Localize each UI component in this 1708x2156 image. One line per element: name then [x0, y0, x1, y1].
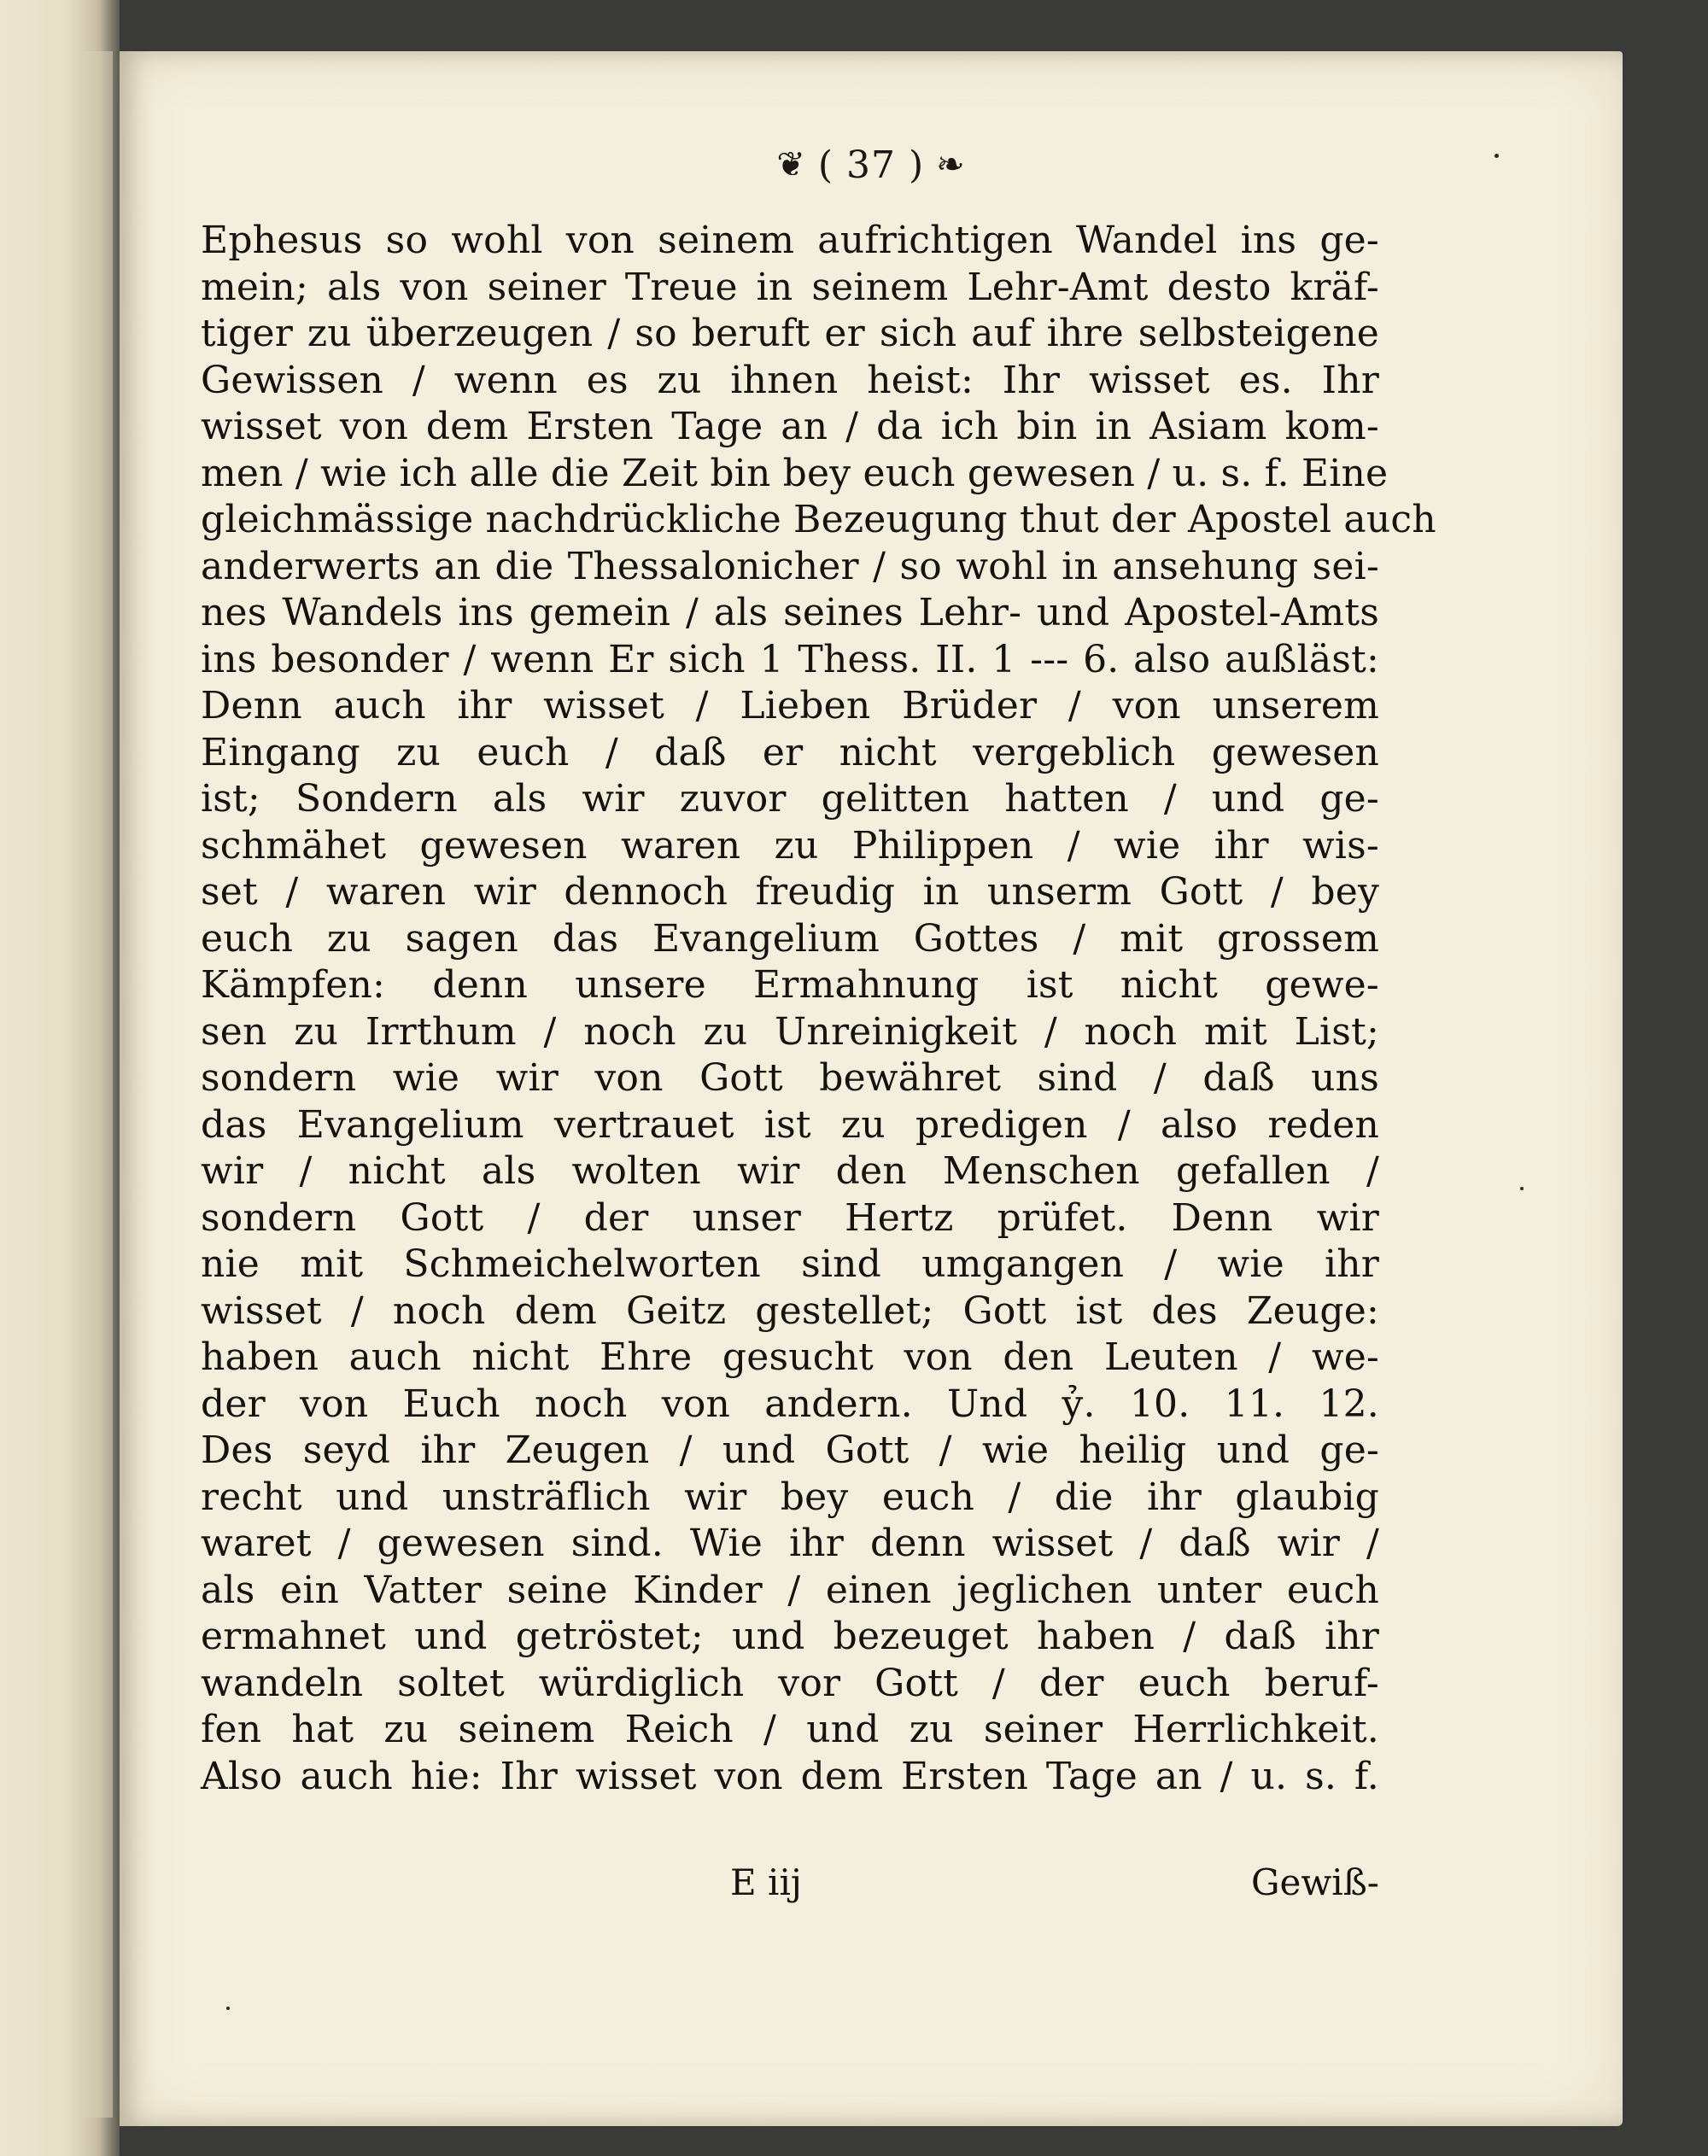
text-line: Also auch hie: Ihr wisset von dem Ersten Tage an / u. s. f. — [201, 1754, 1379, 1798]
text-line: wisset von dem Ersten Tage an / da ich bin in Asiam kom- — [201, 405, 1379, 448]
right-ornament-icon: ❧ — [936, 145, 966, 184]
text-line: nes Wandels ins gemein / als seines Lehr- und Apostel-Amts — [201, 591, 1379, 634]
book-gutter — [79, 51, 113, 2118]
text-line: fen hat zu seinem Reich / und zu seiner Herrlichkeit. — [201, 1708, 1379, 1751]
text-line: Gewissen / wenn es zu ihnen heist: Ihr wisset es. Ihr — [201, 358, 1379, 402]
page-header — [120, 143, 1623, 187]
text-line: Kämpfen: denn unsere Ermahnung ist nicht gewe- — [201, 963, 1379, 1007]
text-line: das Evangelium vertrauet ist zu predigen / also reden — [201, 1102, 1379, 1147]
text-line: ermahnet und getröstet; und bezeuget haben / daß ihr — [201, 1615, 1379, 1658]
ink-speck — [1520, 1187, 1524, 1190]
body-text — [201, 218, 1436, 1800]
text-line: sondern wie wir von Gott bewähret sind / daß uns — [201, 1056, 1379, 1100]
text-line: Eingang zu euch / daß er nicht vergeblich gewesen — [201, 730, 1379, 774]
text-line: tiger zu überzeugen / so beruft er sich auf ihre selbsteigene — [201, 312, 1379, 355]
text-line: schmähet gewesen waren zu Philippen / wie ihr wis- — [201, 823, 1379, 868]
text-line: Ephesus so wohl von seinem aufrichtigen Wandel ins ge- — [201, 219, 1379, 262]
text-line: mein; als von seiner Treue in seinem Lehr-Amt desto kräf- — [201, 265, 1379, 309]
text-line: waret / gewesen sind. Wie ihr denn wisset / daß wir / — [201, 1522, 1379, 1565]
text-line: men / wie ich alle die Zeit bin bey euch gewesen / u. s. f. Eine — [201, 451, 1389, 495]
text-line: ins besonder / wenn Er sich 1 Thess. II. 1 --- 6. also außläst: — [201, 637, 1379, 681]
text-line: als ein Vatter seine Kinder / einen jeglichen unter euch — [201, 1568, 1379, 1612]
text-line: ist; Sondern als wir zuvor gelitten hatten / und ge- — [201, 777, 1379, 821]
signature-mark: E iij — [730, 1861, 802, 1903]
text-line: der von Euch noch von andern. Und ỷ. 10. 11. 12. — [201, 1382, 1379, 1426]
text-line: sondern Gott / der unser Hertz prüfet. Denn wir — [201, 1195, 1379, 1240]
text-line: wir / nicht als wolten wir den Menschen gefallen / — [201, 1149, 1379, 1193]
left-ornament-icon: ❦ — [776, 145, 806, 184]
text-line: set / waren wir dennoch freudig in unserm Gott / bey — [201, 870, 1379, 914]
text-line: euch zu sagen das Evangelium Gottes / mit grossem — [201, 916, 1379, 961]
page-number: ( 37 ) — [817, 143, 925, 187]
catchword: Gewiß- — [1250, 1861, 1379, 1903]
text-line: anderwerts an die Thessalonicher / so wohl in ansehung sei- — [201, 544, 1379, 588]
text-line: recht und unsträflich wir bey euch / die ihr glaubig — [201, 1475, 1379, 1519]
text-line: Denn auch ihr wisset / Lieben Brüder / von unserem — [201, 684, 1379, 727]
page-footer — [201, 1861, 1379, 1909]
text-line: Des seyd ihr Zeugen / und Gott / wie heilig und ge- — [201, 1429, 1379, 1472]
ink-speck — [1494, 154, 1499, 158]
book-page — [120, 51, 1623, 2126]
text-line: wisset / noch dem Geitz gestellet; Gott ist des Zeuge: — [201, 1288, 1379, 1333]
ink-speck — [226, 2007, 230, 2010]
text-line: nie mit Schmeichelworten sind umgangen / wie ihr — [201, 1242, 1379, 1286]
text-line: wandeln soltet würdiglich vor Gott / der euch beruf- — [201, 1661, 1379, 1705]
text-line: haben auch nicht Ehre gesucht von den Leuten / we- — [201, 1335, 1379, 1379]
text-line: gleichmässige nachdrückliche Bezeugung thut der Apostel auch — [201, 498, 1436, 541]
text-line: sen zu Irrthum / noch zu Unreinigkeit / noch mit List; — [201, 1009, 1379, 1054]
